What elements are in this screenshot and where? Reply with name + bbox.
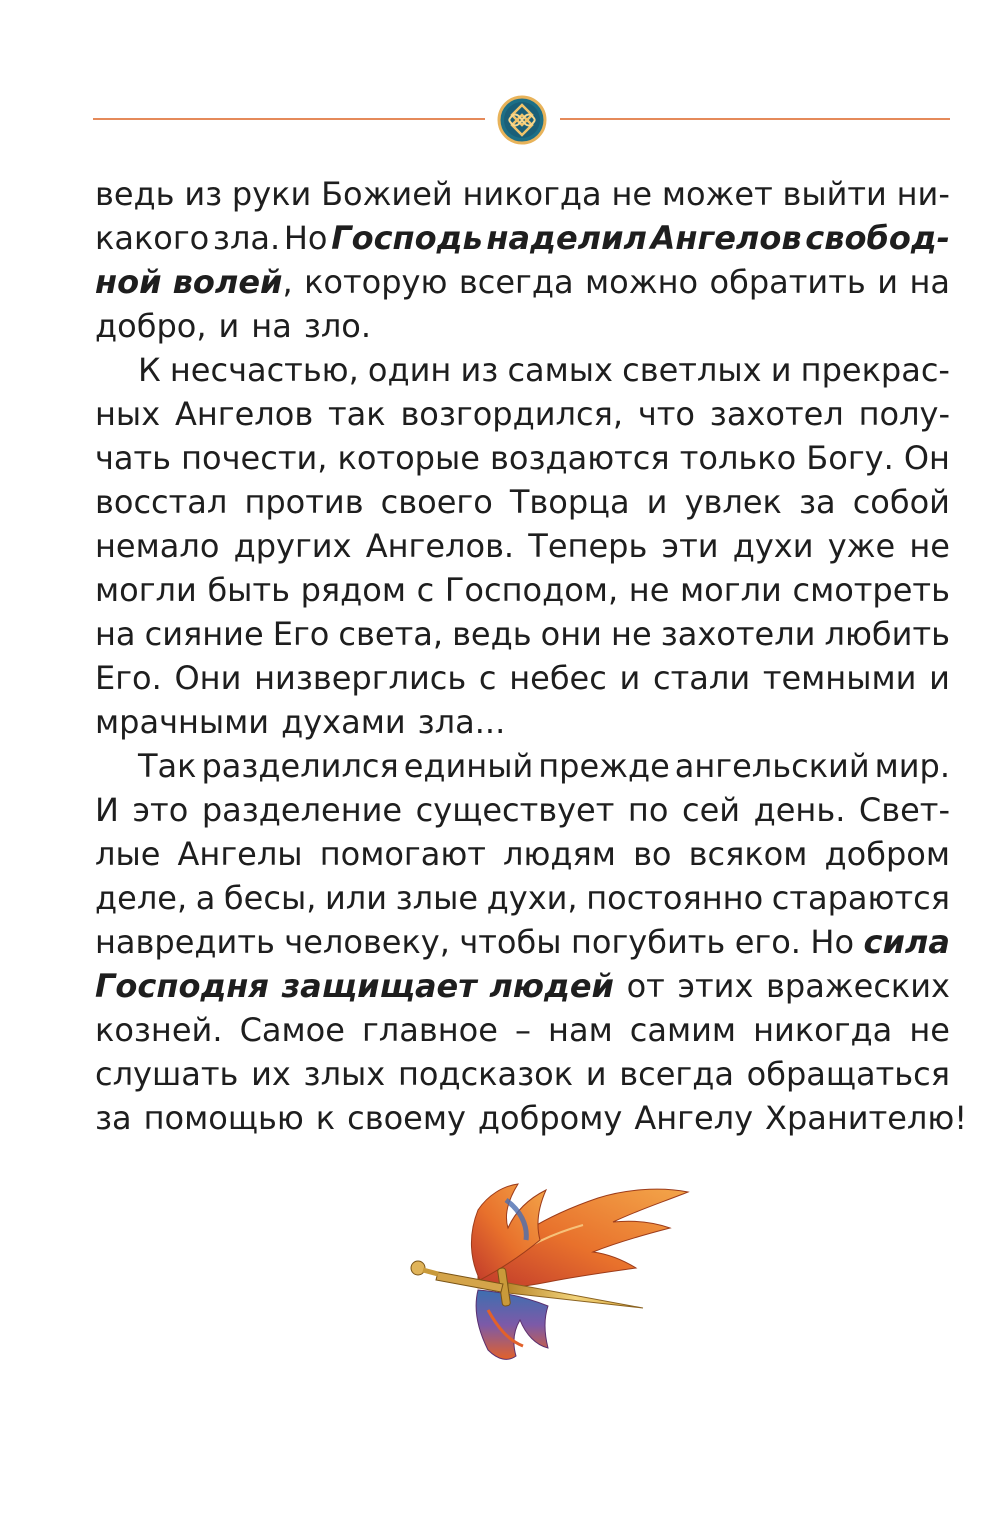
word: зла... <box>417 703 506 741</box>
text-line <box>95 788 950 832</box>
word: постоянно <box>586 879 764 917</box>
word: и <box>770 351 792 389</box>
header-rule-left <box>93 118 485 120</box>
word: Ангелов <box>174 395 314 433</box>
emphasized-word: людей <box>489 967 614 1005</box>
word: обратить <box>709 263 866 301</box>
word: и <box>619 659 641 697</box>
word: эти <box>661 527 719 565</box>
word: доброму <box>477 1099 623 1137</box>
word: его. <box>734 923 801 961</box>
word: зла. <box>212 219 281 257</box>
word: Хранителю! <box>765 1099 968 1137</box>
word: сей <box>681 791 741 829</box>
word: света, <box>338 615 443 653</box>
word: людям <box>503 835 616 873</box>
word: Но <box>810 923 855 961</box>
word: ных <box>95 395 161 433</box>
word: можно <box>585 263 699 301</box>
word: Ангелы <box>177 835 303 873</box>
word: разделился <box>201 747 399 785</box>
text-line <box>95 1096 968 1140</box>
text-line <box>95 656 950 700</box>
word: почести, <box>181 439 328 477</box>
word: слушать <box>95 1055 239 1093</box>
word: помощью <box>143 1099 304 1137</box>
word: никогда <box>753 1011 893 1049</box>
word: не <box>611 175 653 213</box>
celtic-knot-medallion-icon <box>497 95 547 145</box>
word: с <box>478 659 497 697</box>
word: возгордился, <box>400 395 623 433</box>
word: Так <box>138 747 197 785</box>
word: самых <box>507 351 613 389</box>
word: Теперь <box>528 527 648 565</box>
word: всегда <box>458 263 574 301</box>
text-line <box>95 876 950 920</box>
word: Самое <box>239 1011 345 1049</box>
word: прекрас- <box>800 351 950 389</box>
emphasized-word: наделил <box>486 219 647 257</box>
word: и <box>646 483 668 521</box>
word: небес <box>509 659 607 697</box>
word: во <box>633 835 672 873</box>
word: духами <box>281 703 406 741</box>
word: против <box>244 483 364 521</box>
word: а <box>195 879 216 917</box>
word: злые <box>395 879 479 917</box>
text-line <box>95 568 950 612</box>
word: что <box>637 395 695 433</box>
word: из <box>184 175 223 213</box>
word: так <box>328 395 386 433</box>
word: нам <box>548 1011 613 1049</box>
word: они <box>540 615 602 653</box>
word: выйти <box>782 175 887 213</box>
word: их <box>251 1055 291 1093</box>
word: могли <box>680 571 782 609</box>
word: ни- <box>896 175 950 213</box>
word: Богу. <box>806 439 894 477</box>
word: ведь <box>452 615 532 653</box>
word: чтобы <box>459 923 562 961</box>
word: Свет- <box>858 791 950 829</box>
word: темными <box>762 659 917 697</box>
word: добром <box>824 835 950 873</box>
word: только <box>679 439 797 477</box>
emphasized-word: сила <box>863 923 950 961</box>
word: и <box>929 659 950 697</box>
word: человеку, <box>284 923 450 961</box>
word: увлек <box>684 483 782 521</box>
punctuation: , <box>282 263 293 301</box>
word: один <box>367 351 452 389</box>
word: Он <box>903 439 950 477</box>
word: от <box>626 967 665 1005</box>
word: на <box>95 615 136 653</box>
word: смотреть <box>792 571 950 609</box>
word: Но <box>283 219 328 257</box>
text-line <box>95 612 950 656</box>
word: своему <box>347 1099 466 1137</box>
word: это <box>132 791 189 829</box>
word: козней. <box>95 1011 223 1049</box>
word: восстал <box>95 483 228 521</box>
word: какого <box>95 219 210 257</box>
word: день. <box>753 791 846 829</box>
header-rule-right <box>560 118 950 120</box>
word: Его. <box>95 659 162 697</box>
word: Божией <box>321 175 453 213</box>
word: не <box>611 615 652 653</box>
word: разделение <box>201 791 403 829</box>
word: Ангелу <box>634 1099 754 1137</box>
text-line <box>95 436 950 480</box>
word: Они <box>174 659 242 697</box>
word: духи <box>732 527 814 565</box>
word: могли <box>95 571 197 609</box>
emphasized-word: защищает <box>281 967 477 1005</box>
word: быть <box>207 571 290 609</box>
body-text <box>95 172 968 1140</box>
word: светлых <box>622 351 762 389</box>
word: которую <box>304 263 448 301</box>
word: обращаться <box>746 1055 950 1093</box>
winged-sword-icon <box>408 1180 693 1365</box>
word: или <box>324 879 388 917</box>
word: деле, <box>95 879 188 917</box>
word: полу- <box>858 395 950 433</box>
word: подсказок <box>397 1055 574 1093</box>
word: воздаются <box>490 439 670 477</box>
emphasized-word: ной волей <box>95 263 283 301</box>
word: низверглись <box>254 659 467 697</box>
word: руки <box>231 175 312 213</box>
text-line <box>95 260 950 304</box>
word: навредить <box>95 923 275 961</box>
word: Его <box>272 615 330 653</box>
word: этих <box>677 967 754 1005</box>
word: вражеских <box>766 967 950 1005</box>
text-line <box>95 1052 950 1096</box>
word: помогают <box>319 835 486 873</box>
word: добро, <box>95 307 207 345</box>
text-line <box>95 304 950 348</box>
word: за <box>798 483 836 521</box>
word: сияние <box>144 615 264 653</box>
word: и <box>218 307 240 345</box>
word: несчастью, <box>169 351 359 389</box>
word: Творца <box>509 483 630 521</box>
word: ведь <box>95 175 175 213</box>
word: за <box>95 1099 132 1137</box>
word: не <box>628 571 670 609</box>
word: своего <box>380 483 493 521</box>
word: лые <box>95 835 161 873</box>
word: из <box>460 351 499 389</box>
word: Господом, <box>444 571 619 609</box>
word: по <box>627 791 669 829</box>
word: стараются <box>771 879 950 917</box>
word: Ангелов. <box>365 527 515 565</box>
text-line <box>95 348 950 392</box>
word: ангельский <box>674 747 870 785</box>
word: всяком <box>688 835 808 873</box>
word: К <box>138 351 161 389</box>
emphasized-word: Господь <box>331 219 483 257</box>
word: духи, <box>486 879 578 917</box>
text-line <box>95 480 950 524</box>
word: единый <box>403 747 534 785</box>
word: может <box>661 175 773 213</box>
word: бесы, <box>223 879 317 917</box>
text-line <box>95 392 950 436</box>
emphasized-word: Ангелов <box>650 219 802 257</box>
word: главное <box>361 1011 498 1049</box>
word: захотели <box>660 615 816 653</box>
word: не <box>909 1011 950 1049</box>
word: прежде <box>538 747 670 785</box>
word: злых <box>303 1055 386 1093</box>
word: на <box>251 307 292 345</box>
word: немало <box>95 527 220 565</box>
word: всегда <box>619 1055 734 1093</box>
word: к <box>315 1099 336 1137</box>
text-line <box>95 832 950 876</box>
word: которые <box>337 439 480 477</box>
text-line <box>95 964 950 1008</box>
emphasized-word: Господня <box>95 967 269 1005</box>
word: захотел <box>709 395 844 433</box>
word: стали <box>653 659 751 697</box>
word: рядом <box>300 571 406 609</box>
text-line <box>95 524 950 568</box>
text-line <box>95 172 950 216</box>
word: существует <box>415 791 615 829</box>
word: зло. <box>303 307 372 345</box>
text-line <box>95 1008 950 1052</box>
word: и <box>585 1055 607 1093</box>
word: мир. <box>874 747 950 785</box>
word: с <box>416 571 435 609</box>
word: не <box>909 527 950 565</box>
word: мрачными <box>95 703 270 741</box>
word: – <box>514 1011 531 1049</box>
text-line <box>95 920 950 964</box>
word: уже <box>827 527 896 565</box>
text-line <box>95 216 950 260</box>
word: любить <box>824 615 950 653</box>
word: чать <box>95 439 172 477</box>
word: собой <box>852 483 950 521</box>
word-group <box>95 260 293 304</box>
text-line <box>95 744 950 788</box>
emphasized-word: свобод- <box>805 219 950 257</box>
word: и <box>877 263 898 301</box>
word: И <box>95 791 119 829</box>
text-line <box>95 700 950 744</box>
word: других <box>233 527 352 565</box>
word: на <box>909 263 950 301</box>
word: никогда <box>462 175 602 213</box>
word: погубить <box>570 923 726 961</box>
word: самим <box>629 1011 737 1049</box>
